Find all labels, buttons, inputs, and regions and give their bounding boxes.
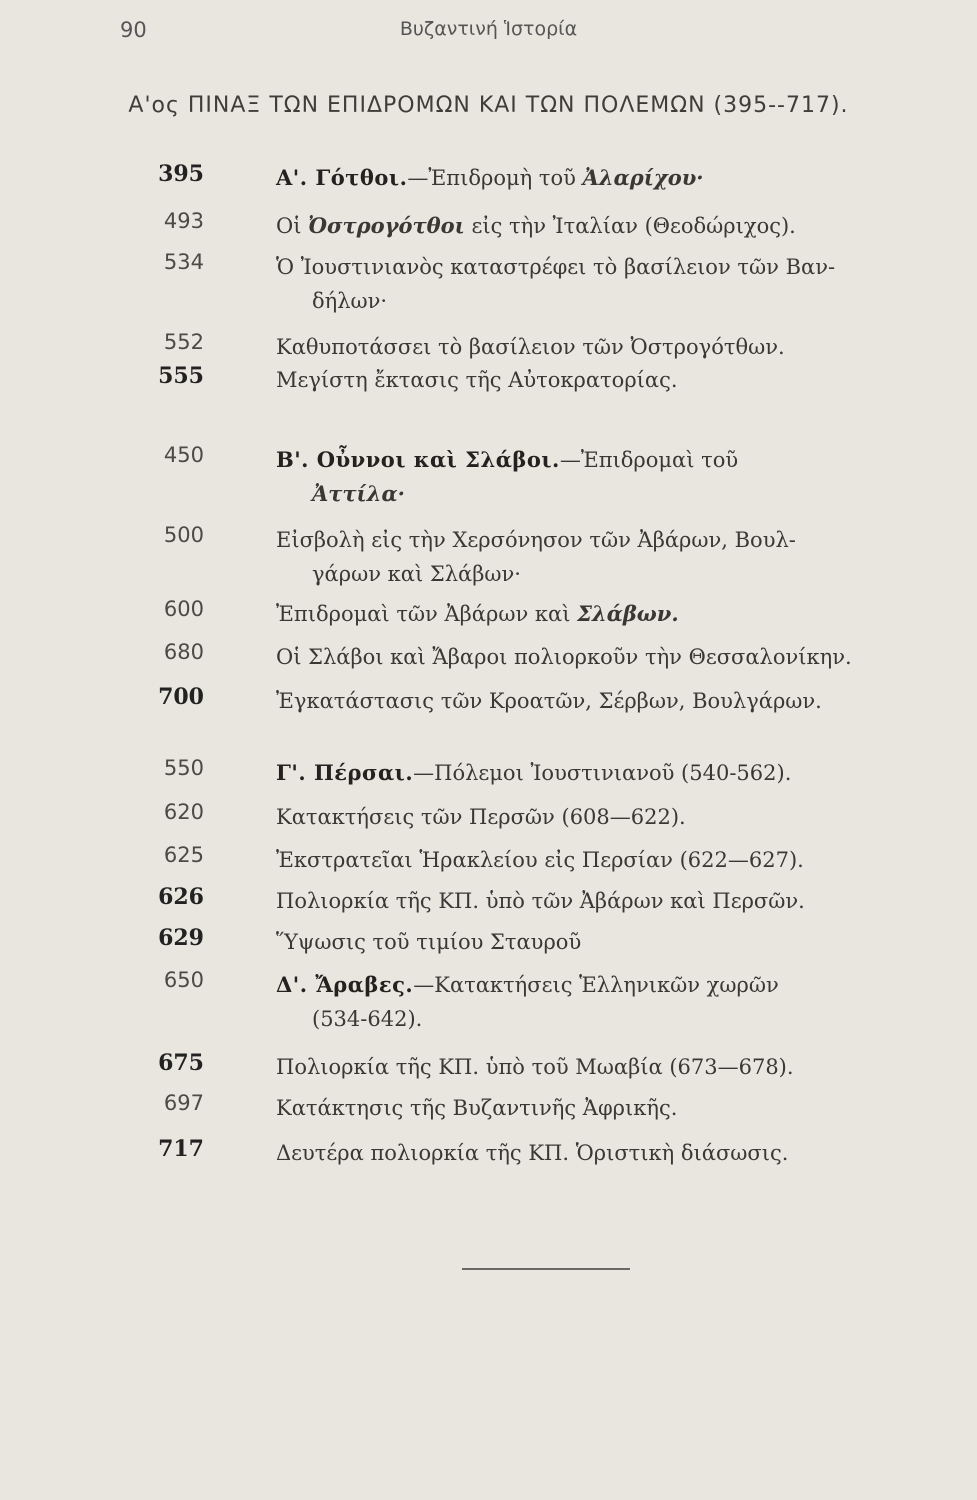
entry-year: 650 <box>163 968 204 992</box>
entry-text: Ἐπιδρομαὶ τῶν Ἀβάρων καὶ Σλάβων. <box>276 601 679 626</box>
entry-text: Εἰσβολὴ εἰς τὴν Χερσόνησον τῶν Ἀβάρων, Βουλ- γάρων καὶ Σλάβων· <box>276 528 796 586</box>
entry-text: Α'. Γότθοι.—Ἐπιδρομὴ τοῦ Ἀλαρίχου· <box>276 165 704 190</box>
section-heading: Δ'. Ἄραβες. <box>276 972 414 997</box>
entry-year: 697 <box>163 1091 204 1115</box>
entry-text: Β'. Οὖννοι καὶ Σλάβοι.—Ἐπιδρομαὶ τοῦ Ἀττίλα· <box>276 447 739 506</box>
running-title: Βυζαντινή Ἱστορία <box>399 18 578 40</box>
page-number: 90 <box>120 18 147 42</box>
entry-text: Ἐγκατάστασις τῶν Κροατῶν, Σέρβων, Βουλγάρων. <box>276 689 822 713</box>
entry-text: Οἱ Σλάβοι καὶ Ἄβαροι πολιορκοῦν τὴν Θεσσαλονίκην. <box>276 645 852 669</box>
entry-text: Πολιορκία τῆς ΚΠ. ὑπὸ τοῦ Μωαβία (673—678). <box>276 1055 794 1079</box>
entry-year: 450 <box>163 443 204 467</box>
section-heading: Γ'. Πέρσαι. <box>276 760 414 785</box>
section-divider <box>462 1268 630 1270</box>
entry-year: 680 <box>163 640 204 664</box>
entry-year: 625 <box>163 843 204 867</box>
entry-text: Μεγίστη ἔκτασις τῆς Αὐτοκρατορίας. <box>276 368 678 392</box>
entry-text: Ἐκστρατεῖαι Ἡρακλείου εἰς Περσίαν (622—627). <box>276 848 804 872</box>
table-title: Α'ος ΠΙΝΑΞ ΤΩΝ ΕΠΙΔΡΟΜΩΝ ΚΑΙ ΤΩΝ ΠΟΛΕΜΩΝ (395--717). <box>128 93 849 118</box>
entry-text: Ὕψωσις τοῦ τιμίου Σταυροῦ <box>276 930 582 954</box>
entry-text: Κατάκτησις τῆς Βυζαντινῆς Ἀφρικῆς. <box>276 1096 678 1120</box>
entry-year: 675 <box>158 1050 204 1076</box>
entry-text: Καθυποτάσσει τὸ βασίλειον τῶν Ὀστρογότθων. <box>276 335 785 359</box>
entry-text: Γ'. Πέρσαι.—Πόλεμοι Ἰουστινιανοῦ (540-562). <box>276 760 792 785</box>
entry-year: 620 <box>163 800 204 824</box>
entry-year: 500 <box>163 523 204 547</box>
entry-year: 717 <box>158 1136 204 1162</box>
entry-text: Πολιορκία τῆς ΚΠ. ὑπὸ τῶν Ἀβάρων καὶ Περσῶν. <box>276 889 805 913</box>
entry-year: 493 <box>163 209 204 233</box>
entry-year: 550 <box>163 756 204 780</box>
entry-year: 700 <box>158 684 204 710</box>
entry-text: Κατακτήσεις τῶν Περσῶν (608—622). <box>276 805 686 829</box>
entry-year: 555 <box>158 363 204 389</box>
entry-text: Οἱ Ὀστρογότθοι εἰς τὴν Ἰταλίαν (Θεοδώριχος). <box>276 213 796 238</box>
section-heading: Β'. Οὖννοι καὶ Σλάβοι. <box>276 447 560 472</box>
entry-text: Δευτέρα πολιορκία τῆς ΚΠ. Ὁριστικὴ διάσωσις. <box>276 1141 789 1165</box>
entry-year: 626 <box>158 884 204 910</box>
entry-year: 534 <box>163 250 204 274</box>
entry-year: 395 <box>158 161 204 187</box>
entry-year: 600 <box>163 597 204 621</box>
entry-year: 552 <box>163 330 204 354</box>
section-heading: Α'. Γότθοι. <box>276 165 408 190</box>
entry-year: 629 <box>158 925 204 951</box>
entry-text: Δ'. Ἄραβες.—Κατακτήσεις Ἑλληνικῶν χωρῶν (534-642). <box>276 972 779 1031</box>
entry-text: Ὁ Ἰουστινιανὸς καταστρέφει τὸ βασίλειον τῶν Βαν- δήλων· <box>276 255 836 313</box>
